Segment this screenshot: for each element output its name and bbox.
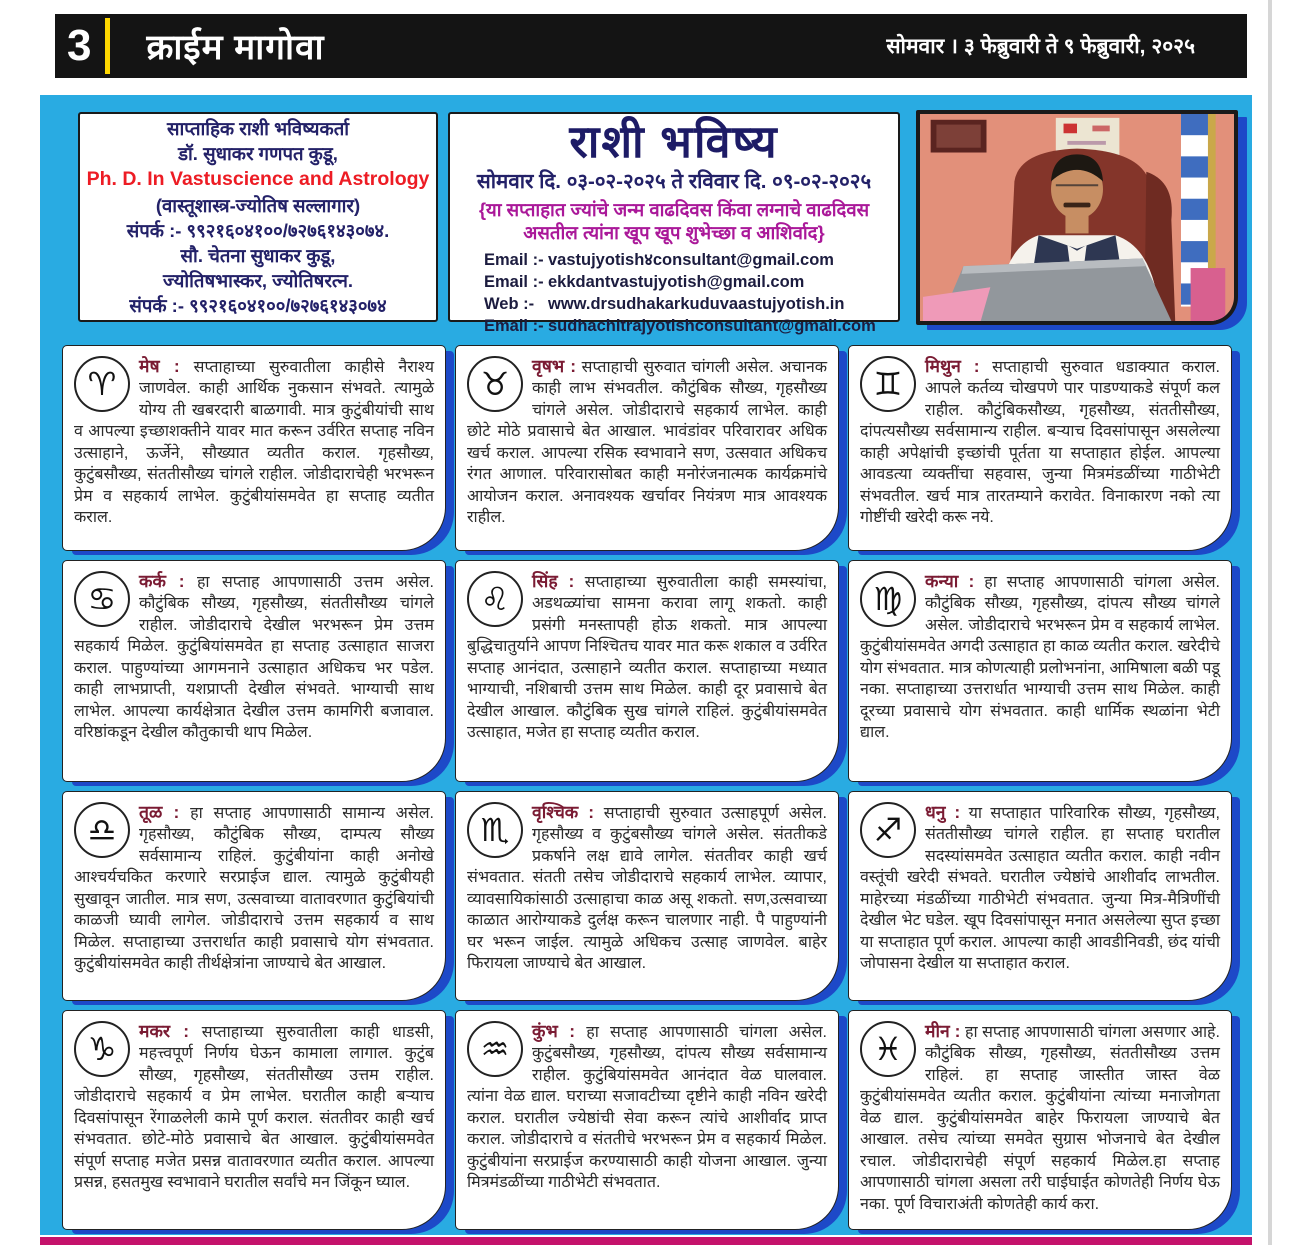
sign-box-pisces	[848, 1010, 1232, 1230]
sign-text: सप्ताहाच्या सुरुवातीला काही धाडसी, महत्त्वपूर्ण निर्णय घेऊन कामाला लागाल. कुटुंब सौख्य, गृहसौख्य, संततीसौख्य उत्तम राहील. जोडीदाराचे सहकार्य व प्रेम लाभेल. घरातील काही बऱ्याच दिवसांपासून रेंगाळलेली कामे पूर्ण कराल. संततीवर काही खर्च संभवतात. छोटे-मोठे प्रवासाचे बेत आखाल. कुटुंबीयांसमवेत संपूर्ण सप्ताह मजेत प्रसन्न वातावरणात व्यतीत कराल. आपल्या प्रसन्न, हसतमुख स्वभावाने घरातील सर्वांचे मन जिंकून घ्याल.	[74, 1024, 434, 1192]
aquarius-icon: ♒	[467, 1021, 523, 1077]
sign-box-aquarius	[455, 1010, 839, 1230]
week-date-range: सोमवार दि. ०३-०२-२०२५ ते रविवार दि. ०९-०२-२०२५	[476, 170, 872, 194]
blessing-note: {या सप्ताहात ज्यांचे जन्म वाढदिवस किंवा लग्नाचे वाढदिवस असतील त्यांना खूप खूप शुभेच्छा व आशिर्वाद}	[478, 199, 870, 244]
astrologer-contact-box	[78, 112, 438, 322]
email-value: ekkdantvastujyotish@gmail.com	[548, 272, 805, 291]
libra-icon: ♎	[74, 802, 130, 858]
sign-text: सप्ताहाची सुरुवात उत्साहपूर्ण असेल. गृहसौख्य व कुटुंबसौख्य चांगले असेल. संततीकडे प्रकर्षाने लक्ष द्यावे लागेल. संततीवर काही खर्च संभवतात. संतती तसेच जोडीदाराचे सहकार्य लाभेल. व्यापार, व्यावसायिकांसाठी उत्साहाचा काळ असू शकतो. सण,उत्सवाच्या काळात आरोग्याकडे दुर्लक्ष करून चालणार नाही. पै पाहुण्यांनी घर भरून जाईल. त्यामुळे अधिकच उत्साह जाणवेल. बाहेर फिरायला जाण्याचे बेत आखाल.	[467, 805, 827, 973]
contact-line: (वास्तूशास्त्र-ज्योतिष सल्लागार)	[155, 194, 361, 216]
sign-name: कुंभ :	[532, 1021, 576, 1041]
virgo-icon: ♍	[860, 571, 916, 627]
email-value: vastujyotish४consultant@gmail.com	[548, 250, 834, 269]
sign-text: हा सप्ताह आपणासाठी चांगला असेल. कौटुंबिक सौख्य, गृहसौख्य, दांपत्य सौख्य चांगले असेल. जोडीदाराचे भरभरून प्रेम व सहकार्य लाभेल. कुटुंबीयांसमवेत अगदी उत्साहात हा काळ व्यतीत कराल. खरेदीचे योग संभवतात. मात्र कोणत्याही प्रलोभनांना, आमिषाला बळी पडू नका. सप्ताहाच्या उत्तरार्धात भाग्याची उत्तम साथ मिळेल. काही दूरच्या प्रवासाचे योग संभवतात. काही धार्मिक स्थळांना भेटी द्याल.	[860, 574, 1220, 742]
sign-name: वृषभ :	[532, 356, 577, 376]
web-row	[484, 293, 890, 315]
email-row	[484, 271, 890, 293]
contact-line: ज्योतिषभास्कर, ज्योतिषरत्न.	[163, 270, 353, 291]
sign-text: सप्ताहाच्या सुरुवातीला काही समस्यांचा, अडथळ्यांचा सामना करावा लागू शकतो. काही प्रसंगी मनस्तापही होऊ शकतो. मात्र आपल्या बुद्धिचातुर्याने आपण निश्चितच यावर मात करू शकाल व उर्वरित सप्ताह आनंदात, उत्साहाने व्यतीत कराल. सप्ताहाच्या मध्यात भाग्याची, नशिबाची उत्तम साथ मिळेल. काही दूर प्रवासाचे बेत देखील आखाल. कौटुंबिक सुख चांगले राहिलं. कुटुंबीयांसमवेत उत्साहात, मजेत हा सप्ताह व्यतीत कराल.	[467, 574, 827, 742]
contact-line-phone: संपर्क :- ९९२१६०४१००/७२७६१४३०७४	[129, 295, 387, 317]
masthead-date: सोमवार । ३ फेब्रुवारी ते ९ फेब्रुवारी, २०२५	[886, 35, 1195, 58]
sign-box-taurus	[455, 345, 839, 551]
sign-name: मीन :	[925, 1021, 961, 1041]
taurus-icon: ♉	[467, 356, 523, 412]
cancer-icon: ♋	[74, 571, 130, 627]
sign-text: सप्ताहाच्या सुरुवातीला काहीसे नैराश्य जाणवेल. काही आर्थिक नुकसान संभवते. त्यामुळे योग्य ती खबरदारी बाळगावी. मात्र कुटुंबीयांची साथ व आपल्या इच्छाशक्तीने यावर मात करून उर्वरित सप्ताह नविन उत्साहाने, ऊर्जेने, सौख्यात व्यतीत कराल. गृहसौख्य, कुटुंबसौख्य, संततीसौख्य चांगले राहील. जोडीदाराचेही भरभरून प्रेम व सहकार्य लाभेल. कुटुंबीयांसमवेत हा सप्ताह व्यतीत कराल.	[74, 359, 434, 527]
sign-box-aries	[62, 345, 446, 551]
sign-name: कन्या :	[925, 571, 975, 591]
web-label: Web :-	[484, 295, 535, 314]
contact-line-degree: Ph. D. In Vastuscience and Astrology	[86, 168, 430, 191]
email-label: Email :-	[484, 317, 544, 336]
email-label: Email :-	[484, 250, 544, 269]
sign-text: हा सप्ताह आपणासाठी सामान्य असेल. गृहसौख्य, कौटुंबिक सौख्य, दाम्पत्य सौख्य सर्वसामान्य राहिलं. कुटुंबीयांना काही अनोखे आश्चर्यचकित करणारे सरप्राईज द्याल. त्यामुळे कुटुंबीयही सुखावून जातील. मात्र सण, उत्सवाच्या वातावरणात कुटुंबियांची काळजी घ्यावी लागेल. जोडीदाराचे उत्तम सहकार्य व साथ मिळेल. सप्ताहाच्या उत्तरार्धात काही प्रवासाचे योग संभवतात. कुटुंबीयांसमवेत काही तीर्थक्षेत्रांना जाण्याचे बेत आखाल.	[74, 805, 435, 973]
contact-list	[458, 249, 890, 338]
email-label: Email :-	[484, 272, 544, 291]
page-title: राशी भविष्य	[569, 116, 779, 167]
email-value: sudhachitrajyotishconsultant@gmail.com	[548, 317, 876, 336]
sign-box-virgo	[848, 560, 1232, 782]
sign-name: धनु :	[925, 802, 961, 822]
sign-name: मेष :	[139, 356, 180, 376]
email-row	[484, 315, 890, 337]
sign-box-sagittarius	[848, 791, 1232, 1001]
sign-name: तूळ :	[139, 802, 180, 822]
sign-box-leo	[455, 560, 839, 782]
page-scan-edge	[1268, 0, 1272, 1245]
rashi-title-box	[448, 112, 900, 336]
pisces-icon: ♓	[860, 1021, 916, 1077]
astrologer-photo	[916, 110, 1238, 325]
scorpio-icon: ♏	[467, 802, 523, 858]
sign-box-capricorn	[62, 1010, 446, 1230]
sign-text: सप्ताहाची सुरुवात चांगली असेल. अचानक काही लाभ संभवतील. कौटुंबिक सौख्य, गृहसौख्य चांगले असेल. जोडीदाराचे सहकार्य लाभेल. काही छोटे मोठे प्रवासाचे बेत आखाल. भावंडांवर परिवारावर अधिक खर्च कराल. आपल्या रसिक स्वभावाने सण, उत्सवात अधिकच रंगत आणाल. परिवारासोबत काही मनोरंजनात्मक कार्यक्रमांचे आयोजन कराल. अनावश्यक खर्चावर नियंत्रण मात्र आवश्यक राहील.	[467, 359, 827, 527]
bottom-banner-strip	[40, 1237, 1252, 1245]
contact-line-phone: संपर्क :- ९९२१६०४१००/७२७६१४३०७४.	[126, 219, 390, 241]
sign-name: सिंह :	[532, 571, 575, 591]
contact-line: साप्ताहिक राशी भविष्यकर्ता	[166, 117, 350, 139]
leo-icon: ♌	[467, 571, 523, 627]
contact-line: डॉ. सुधाकर गणपत कुडू,	[178, 142, 338, 164]
sign-name: मिथुन :	[925, 356, 980, 376]
gemini-icon: ♊	[860, 356, 916, 412]
contact-line: सौ. चेतना सुधाकर कुडू,	[180, 244, 336, 266]
yellow-rule	[105, 18, 110, 74]
sagittarius-icon: ♐	[860, 802, 916, 858]
content-area	[40, 95, 1252, 1235]
sign-text: हा सप्ताह आपणासाठी चांगला असणार आहे. कौटुंबिक सौख्य, गृहसौख्य, संततीसौख्य उत्तम राहिलं. हा सप्ताह जास्तीत जास्त वेळ कुटुंबीयांसमवेत व्यतीत कराल. कुटुंबीयांना त्यांच्या मनाजोगता वेळ द्याल. कुटुंबीयांसमवेत बाहेर फिरायला जाण्याचे बेत आखाल. तसेच त्यांच्या समवेत सुग्रास भोजनाचे बेत देखील रचाल. जोडीदाराचेही संपूर्ण सहकार्य मिळेल.हा सप्ताह आपणासाठी चांगला असला तरी घाईघाईत कोणतेही निर्णय घेऊ नका. पूर्ण विचाराअंती कोणतेही कार्य करा.	[860, 1024, 1220, 1213]
sign-text: सप्ताहाची सुरुवात धडाक्यात कराल. आपले कर्तव्य चोखपणे पार पाडण्याकडे संपूर्ण कल राहील. कौटुंबिकसौख्य, गृहसौख्य, संततीसौख्य, दांपत्यसौख्य सर्वसामान्य राहील. बऱ्याच दिवसांपासून असलेल्या काही अपेक्षांची इच्छांची पूर्तता या सप्ताहात होईल. आपल्या आवडत्या व्यक्तींचा सहवास, जुन्या मित्रमंडळींच्या गाठीभेटी संभवतील. खर्च मात्र तारतम्याने करावेत. विनाकारण नको त्या गोष्टींची खरेदी करू नये.	[860, 359, 1220, 527]
aries-icon: ♈	[74, 356, 130, 412]
masthead-title: क्राईम मागोवा	[146, 27, 325, 67]
astrologer-photo-illustration	[920, 114, 1234, 321]
sign-box-cancer	[62, 560, 446, 782]
sign-name: कर्क :	[139, 571, 185, 591]
sign-box-scorpio	[455, 791, 839, 1001]
sign-text: हा सप्ताह आपणासाठी उत्तम असेल. कौटुंबिक सौख्य, गृहसौख्य, संततीसौख्य चांगले राहील. जोडीदाराचे देखील भरभरून प्रेम उत्तम सहकार्य मिळेल. कुटुंबियांसमवेत हा सप्ताह उत्साहात साजरा कराल. पाहुण्यांच्या आगमनाने उत्साहात अधिकच भर पडेल. काही लाभप्राप्ती, यशप्राप्ती देखील संभवते. भाग्याची साथ लाभेल. आपल्या कार्यक्षेत्रात देखील उत्तम कामगिरी बजावाल. वरिष्ठांकडून देखील कौतुकाची थाप मिळेल.	[74, 574, 434, 742]
web-value: www.drsudhakarkuduvaastujyotish.in	[548, 295, 845, 314]
capricorn-icon: ♑	[74, 1021, 130, 1077]
sign-box-libra	[62, 791, 446, 1001]
sign-text: या सप्ताहात पारिवारिक सौख्य, गृहसौख्य, संततीसौख्य चांगले राहील. हा सप्ताह घरातील सदस्यांसमवेत उत्साहात व्यतीत कराल. काही नवीन वस्तूंची खरेदी संभवते. घरातील ज्येष्ठांचे आशीर्वाद लाभतील. माहेरच्या मंडळींच्या गाठीभेटी संभवतात. जुन्या मित्र-मैत्रिणींची देखील भेट घडेल. खूप दिवसांपासून मनात असलेल्या सुप्त इच्छा या सप्ताहात पूर्ण कराल. आपल्या काही आवडीनिवडी, छंद यांची जोपासना देखील या सप्ताहात कराल.	[860, 805, 1220, 973]
sign-name: मकर :	[139, 1021, 190, 1041]
zodiac-grid	[62, 345, 1232, 1230]
email-row	[484, 249, 890, 271]
sign-name: वृश्चिक :	[532, 802, 595, 822]
page-number: 3	[67, 21, 92, 70]
masthead-bar	[55, 14, 1247, 78]
sign-text: हा सप्ताह आपणासाठी चांगला असेल. कुटुंबसौख्य, गृहसौख्य, दांपत्य सौख्य सर्वसामान्य राहील. कुटुंबियांसमवेत आनंदात वेळ घालवाल. त्यांना वेळ द्याल. घराच्या सजावटीच्या दृष्टीने काही नविन खरेदी कराल. घरातील ज्येष्ठांची सेवा करून त्यांचे आशीर्वाद प्राप्त कराल. जोडीदाराचे व संततीचे भरभरून प्रेम व सहकार्य मिळेल. कुटुंबीयांना सरप्राईज करण्यासाठी काही योजना आखाल. जुन्या मित्रमंडळींच्या गाठीभेटी संभवतात.	[467, 1024, 827, 1192]
sign-box-gemini	[848, 345, 1232, 551]
